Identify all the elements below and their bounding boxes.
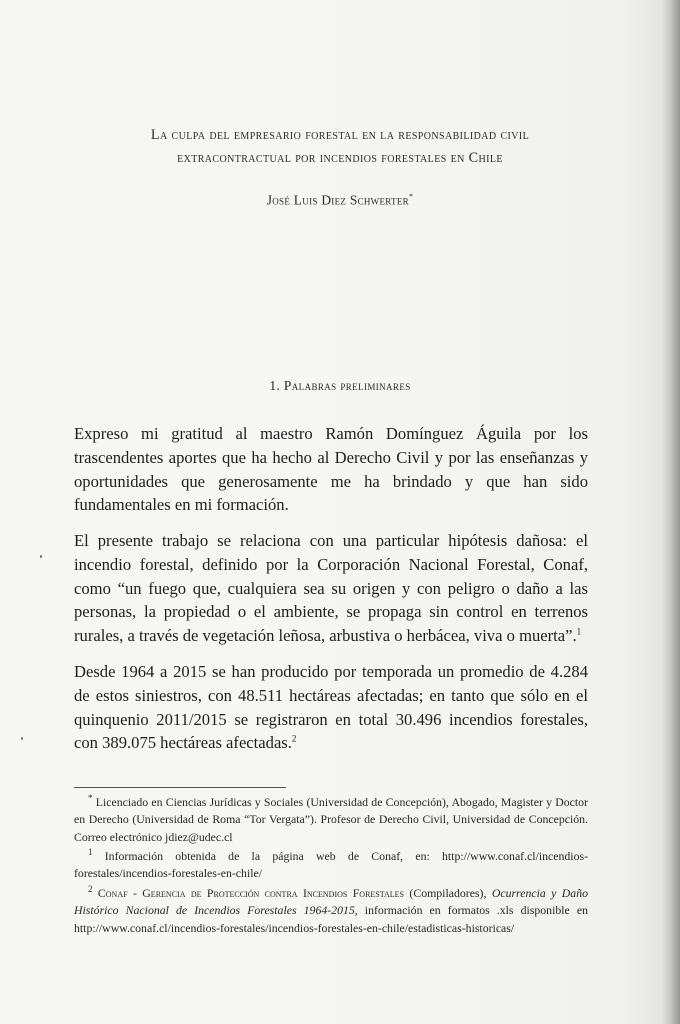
title-line-2: extracontractual por incendios forestales en Chile [177, 150, 503, 166]
author-line [30, 192, 650, 208]
article-title [30, 124, 650, 170]
paragraph-3 [74, 660, 588, 755]
footnote-1-text: Información obtenida de la página web de Conaf, en: http://www.conaf.cl/incendios-forestales/incendios-forestales-en-chile/ [74, 849, 588, 881]
footnote-author-text: Licenciado en Ciencias Jurídicas y Sociales (Universidad de Concepción), Abogado, Magister y Doctor en Derecho (Universidad de Roma “Tor Vergata”). Profesor de Derecho Civil, Universidad de Concepción. Correo electrónico jdiez@udec.cl [74, 795, 589, 844]
paragraph-1 [74, 422, 588, 517]
paragraph-2 [74, 529, 588, 648]
paragraph-2-text: El presente trabajo se relaciona con una particular hipótesis dañosa: el incendio forestal, definido por la Corporación Nacional Forestal, Conaf, como “un fuego que, cualquiera sea su origen y con peligro o daño a las personas, la propiedad o el ambiente, se propaga sin control en terrenos rurales, a través de vegetación leñosa, arbustiva o herbácea, viva o muerta”. [74, 531, 588, 646]
author-footnote-mark: * [408, 192, 414, 201]
footnote-ref-2[interactable]: 2 [291, 733, 297, 744]
section-heading: 1. Palabras preliminares [269, 378, 411, 393]
footnote-2-mark: 2 [88, 884, 93, 895]
footnote-1 [74, 848, 588, 883]
footnote-ref-1[interactable]: 1 [576, 626, 582, 637]
footnote-2-compilers: (Compiladores), [409, 886, 487, 900]
footnote-2-rest: , información en formatos .xls disponible en http://www.conaf.cl/incendios-forestales/incendios-forestales-en-chile/estadisticas-historicas/ [74, 903, 588, 935]
scan-speck [40, 555, 42, 558]
footnote-author [74, 794, 588, 846]
footnote-2 [74, 885, 588, 937]
author-name: José Luis Diez Schwerter [266, 192, 409, 208]
footnote-2-title: Ocurrencia y Daño Histórico Nacional de Incendios Forestales 1964-2015 [74, 886, 589, 918]
paragraph-3-text: Desde 1964 a 2015 se han producido por temporada un promedio de 4.284 de estos siniestros, con 48.511 hectáreas afectadas; en tanto que sólo en el quinquenio 2011/2015 se registraron en total 30.496 incendios forestales, con 389.075 hectáreas afectadas. [74, 662, 588, 753]
footnote-2-org: Conaf - Gerencia de Protección contra Incendios Forestales [97, 886, 404, 900]
spine-shadow [662, 0, 680, 1024]
scan-speck [21, 737, 23, 740]
title-line-1: La culpa del empresario forestal en la responsabilidad civil [150, 127, 530, 143]
footnote-1-mark: 1 [88, 847, 93, 858]
paragraph-1-text: Expreso mi gratitud al maestro Ramón Domínguez Águila por los trascendentes aportes que ha hecho al Derecho Civil y por las enseñanzas y oportunidades que generosamente me ha brindado y que han sido fundamentales en mi formación. [74, 424, 588, 515]
footnote-author-mark: * [88, 793, 93, 804]
footnote-divider [74, 787, 286, 788]
